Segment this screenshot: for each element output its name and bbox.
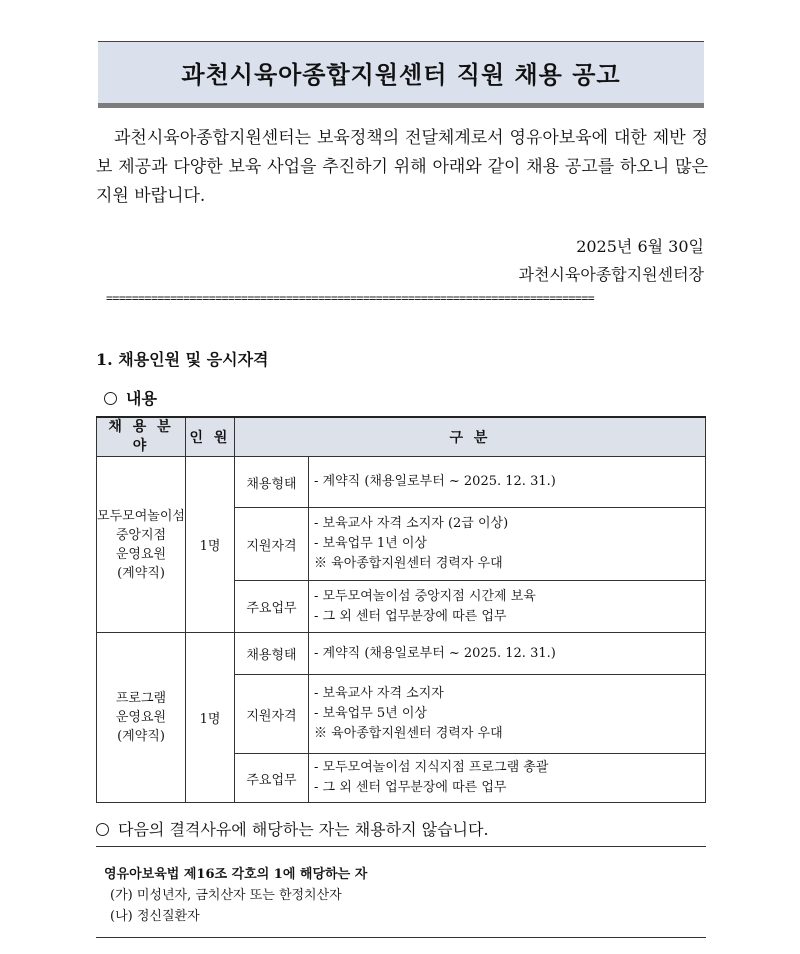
position-area-cell (97, 633, 186, 803)
area-line: 운영요원 (115, 710, 167, 725)
category-cell: 주요업무 (235, 581, 309, 633)
category-cell: 채용형태 (235, 457, 309, 508)
law-heading: 영유아보육법 제16조 각호의 1에 해당하는 자 (104, 867, 368, 882)
category-cell: 주요업무 (235, 754, 309, 803)
divider-top (96, 846, 706, 847)
detail-line: - 모두모여놀이섬 중앙지점 시간제 보육 (314, 588, 536, 604)
detail-cell (309, 508, 706, 581)
table-row (97, 457, 706, 508)
detail-line: ※ 육아종합지원센터 경력자 우대 (314, 726, 503, 741)
detail-line: - 보육교사 자격 소지자 (314, 686, 444, 701)
separator-line: ============================================================================ (106, 291, 595, 305)
position-count: 1명 (186, 633, 235, 803)
detail-line: - 보육업무 5년 이상 (314, 706, 427, 721)
content-heading (104, 386, 157, 409)
detail-cell (309, 581, 706, 633)
header-category: 구 분 (235, 417, 706, 457)
area-line: 프로그램 (115, 691, 167, 706)
detail-line: - 보육업무 1년 이상 (314, 536, 427, 551)
detail-cell (309, 675, 706, 754)
circle-bullet-icon (104, 392, 117, 405)
disqualification-heading (96, 817, 489, 840)
recruitment-table (96, 416, 706, 803)
disqualification-text: 다음의 결격사유에 해당하는 자는 채용하지 않습니다. (118, 820, 489, 839)
detail-cell (309, 457, 706, 508)
intro-paragraph: 과천시육아종합지원센터는 보육정책의 전달체계로서 영유아보육에 대한 제반 정보 제공과 다양한 보육 사업을 추진하기 위해 아래와 같이 채용 공고를 하오니 많은 지원 바랍니다. (96, 128, 708, 206)
category-cell: 지원자격 (235, 675, 309, 754)
detail-line: - 계약직 (채용일로부터 ~ 2025. 12. 31.) (314, 645, 556, 661)
circle-bullet-icon (96, 823, 109, 836)
divider-bottom (96, 937, 706, 938)
area-line: (계약직) (117, 729, 165, 744)
position-count: 1명 (186, 457, 235, 633)
issuer-name: 과천시육아종합지원센터장 (518, 265, 704, 284)
law-item: (나) 정신질환자 (110, 909, 200, 924)
header-area: 채 용 분 야 (97, 417, 186, 457)
title-banner (98, 41, 704, 108)
table-row (97, 633, 706, 675)
area-line: 중앙지점 (115, 527, 167, 543)
area-line: 모두모여놀이섬 (97, 508, 185, 524)
law-item: (가) 미성년자, 금치산자 또는 한정치산자 (110, 888, 342, 903)
detail-line: - 계약직 (채용일로부터 ~ 2025. 12. 31.) (314, 474, 556, 489)
header-count: 인 원 (186, 417, 235, 457)
area-line: 운영요원 (115, 546, 167, 562)
table-header-row (97, 417, 706, 457)
detail-line: - 그 외 센터 업무분장에 따른 업무 (314, 780, 507, 795)
area-line: (계약직) (117, 565, 165, 581)
category-cell: 지원자격 (235, 508, 309, 581)
announcement-date: 2025년 6월 30일 (576, 237, 704, 256)
section-heading: 1. 채용인원 및 응시자격 (96, 350, 269, 369)
detail-cell (309, 633, 706, 675)
detail-line: - 모두모여놀이섬 지식지점 프로그램 총괄 (314, 760, 549, 775)
category-cell: 채용형태 (235, 633, 309, 675)
content-heading-label: 내용 (126, 389, 157, 408)
detail-cell (309, 754, 706, 803)
position-area-cell (97, 457, 186, 633)
page-title: 과천시육아종합지원센터 직원 채용 공고 (181, 61, 621, 89)
detail-line: - 보육교사 자격 소지자 (2급 이상) (314, 516, 509, 531)
detail-line: ※ 육아종합지원센터 경력자 우대 (314, 556, 503, 571)
detail-line: - 그 외 센터 업무분장에 따른 업무 (314, 608, 507, 624)
